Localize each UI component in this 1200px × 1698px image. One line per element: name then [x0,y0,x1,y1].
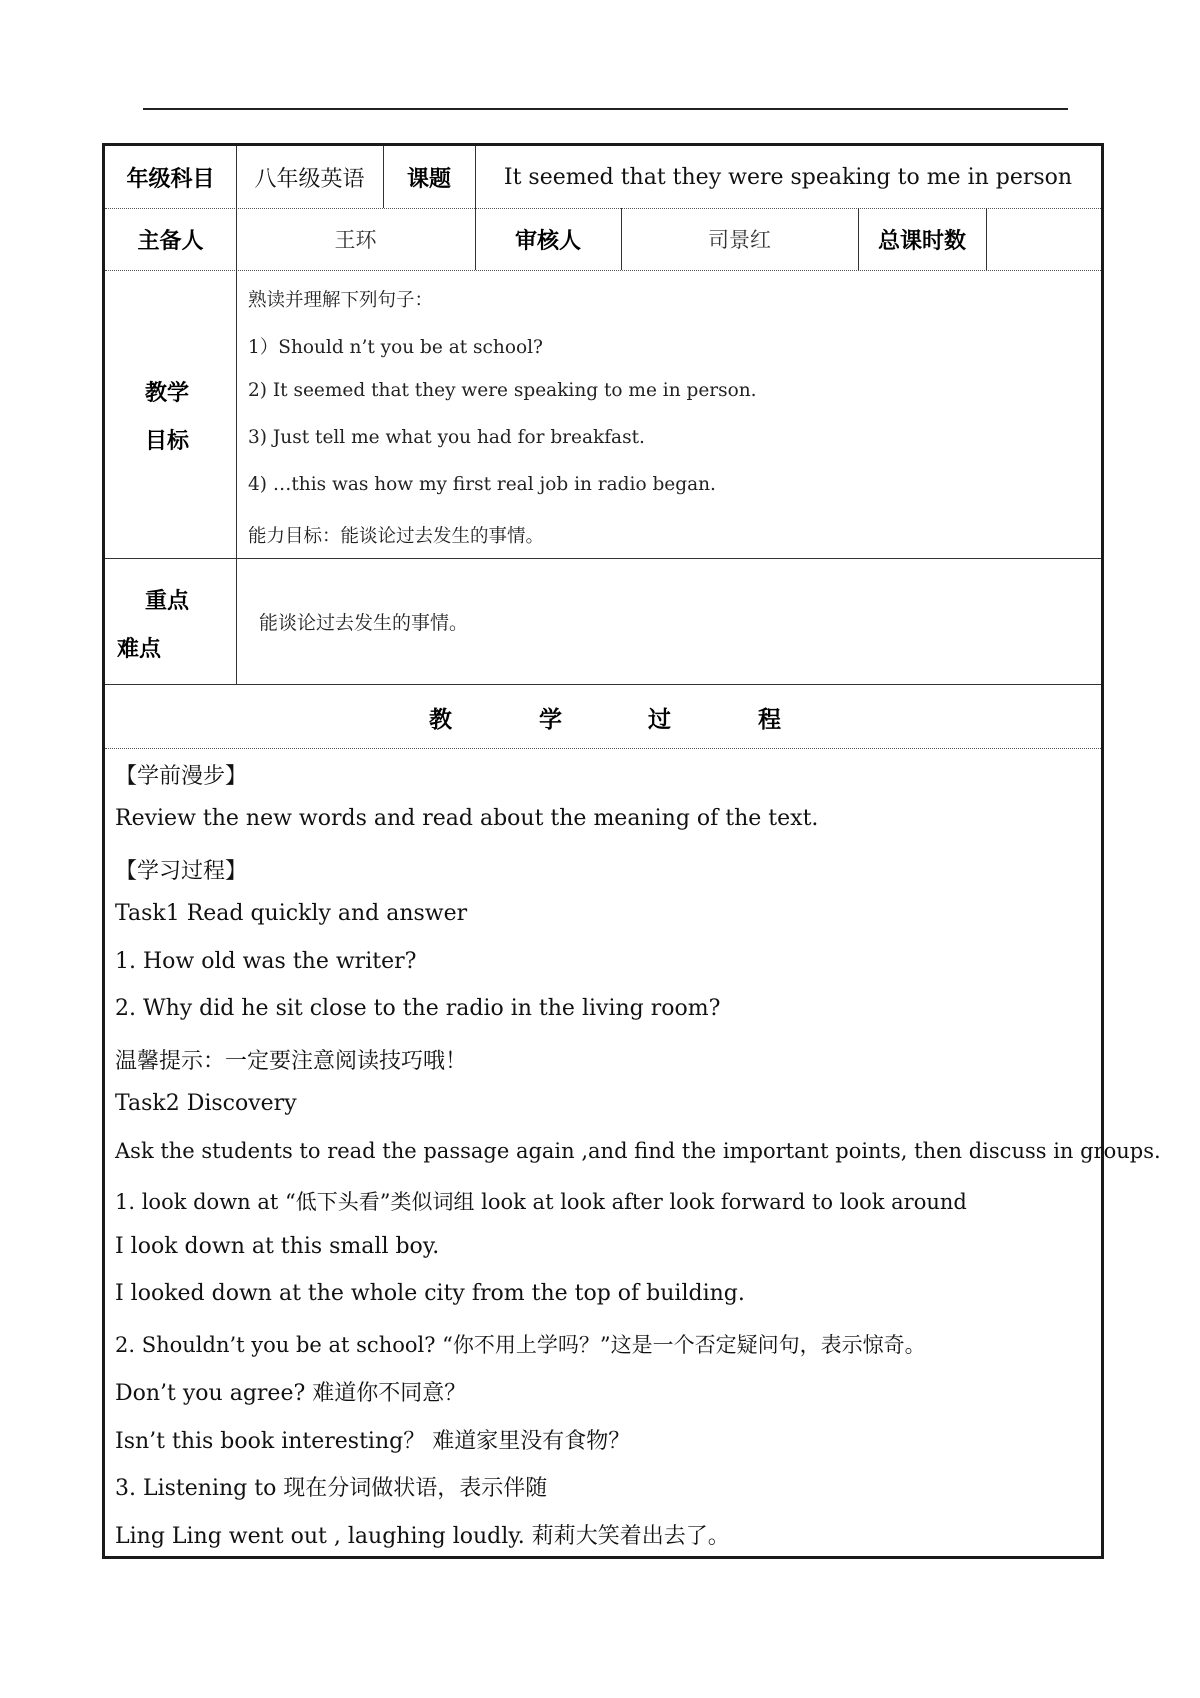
column-divider [383,146,384,208]
objectives-label-line2: 目标 [145,429,190,454]
grade-subject-value: 八年级英语 [254,166,365,192]
process-line: I looked down at the whole city from the top of building. [115,1281,745,1306]
reviewer-value: 司景红 [708,228,771,252]
process-line: 3. Listening to 现在分词做状语，表示伴随 [115,1476,548,1501]
key-points-text: 能谈论过去发生的事情。 [259,612,469,634]
reviewer-label: 审核人 [514,228,581,254]
column-divider [621,208,622,270]
objective-line: 能力目标：能谈论过去发生的事情。 [248,526,545,547]
total-hours-value [986,208,1101,270]
objective-line: 4) …this was how my first real job in radio began. [248,474,716,495]
objective-line: 熟读并理解下列句子： [248,290,434,311]
process-line: 【学习过程】 [115,859,248,884]
key-points-label-line1: 重点 [145,589,190,614]
objectives-label-line1: 教学 [145,381,190,406]
topic-value: It seemed that they were speaking to me in person [503,164,1073,190]
row-divider [105,558,1101,559]
process-heading-char: 过 [648,707,671,733]
column-divider [858,208,859,270]
objective-line: 2) It seemed that they were speaking to me in person. [248,380,757,401]
topic-label: 课题 [406,166,451,192]
process-line: 温馨提示：一定要注意阅读技巧哦！ [115,1049,468,1074]
objective-line: 3) Just tell me what you had for breakfast. [248,427,645,448]
lesson-plan-table [102,143,1161,1559]
process-line: Review the new words and read about the meaning of the text. [115,806,819,831]
column-divider [986,208,987,270]
process-line: Task1 Read quickly and answer [115,901,468,926]
row-divider [105,270,1101,271]
preparer-label: 主备人 [137,228,204,254]
process-heading-char: 程 [758,707,781,733]
process-heading-char: 教 [429,707,452,733]
process-heading-char: 学 [539,707,562,733]
page-header-rule [143,108,1068,110]
row-divider [105,684,1101,685]
process-line: 2. Why did he sit close to the radio in the living room? [115,996,721,1021]
objective-line: 1）Should n’t you be at school? [248,337,543,358]
row-divider [105,748,1101,749]
key-points-label-line2: 难点 [117,637,162,662]
process-line: Don’t you agree? 难道你不同意？ [115,1381,467,1406]
row-divider [105,208,1101,209]
process-line: 【学前漫步】 [115,764,248,789]
process-line: Isn’t this book interesting？ 难道家里没有食物？ [115,1429,631,1454]
total-hours-label: 总课时数 [877,228,966,254]
process-line: Ling Ling went out , laughing loudly. 莉莉大笑着出去了。 [115,1524,730,1549]
process-line: 1. How old was the writer? [115,949,417,974]
column-divider [236,146,237,684]
column-divider [475,146,476,270]
grade-subject-label: 年级科目 [126,166,215,192]
preparer-value: 王环 [334,228,377,252]
process-line: Task2 Discovery [115,1091,297,1116]
process-line: 2. Shouldn’t you be at school? “你不用上学吗？”这是一个否定疑问句，表示惊奇。 [115,1333,926,1357]
process-line: Ask the students to read the passage again ,and find the important points, then discuss in groups. [115,1139,1161,1163]
process-line: I look down at this small boy. [115,1234,440,1259]
process-line: 1. look down at “低下头看”类似词组 look at look after look forward to look around [115,1190,967,1214]
